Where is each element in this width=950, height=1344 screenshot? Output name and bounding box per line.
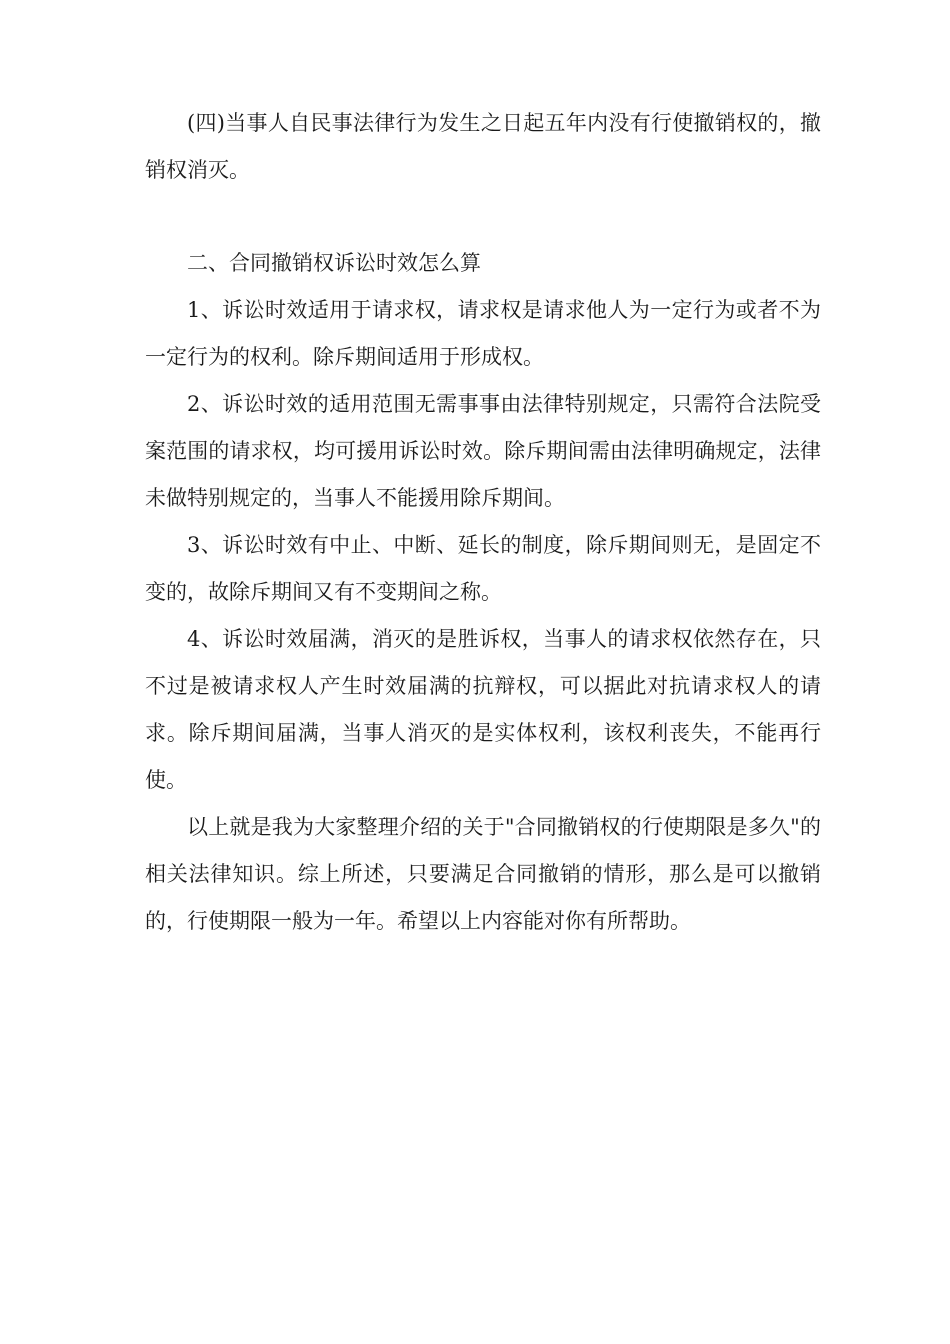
paragraph-point-1: 1、诉讼时效适用于请求权，请求权是请求他人为一定行为或者不为一定行为的权利。除斥期间适用于形成权。: [145, 298, 821, 369]
paragraph-point-3: 3、诉讼时效有中止、中断、延长的制度，除斥期间则无，是固定不变的，故除斥期间又有不变期间之称。: [145, 533, 821, 604]
document-body: [145, 100, 821, 945]
paragraph-conclusion: 以上就是我为大家整理介绍的关于"合同撤销权的行使期限是多久"的相关法律知识。综上所述，只要满足合同撤销的情形，那么是可以撤销的，行使期限一般为一年。希望以上内容能对你有所帮助。: [145, 815, 821, 933]
paragraph-point-2: 2、诉讼时效的适用范围无需事事由法律特别规定，只需符合法院受案范围的请求权，均可援用诉讼时效。除斥期间需由法律明确规定，法律未做特别规定的，当事人不能援用除斥期间。: [145, 392, 821, 510]
section-heading: 二、合同撤销权诉讼时效怎么算: [187, 251, 481, 275]
paragraph-revocation-extinction: (四)当事人自民事法律行为发生之日起五年内没有行使撤销权的，撤销权消灭。: [145, 111, 821, 182]
paragraph-point-4: 4、诉讼时效届满，消灭的是胜诉权，当事人的请求权依然存在，只不过是被请求权人产生时效届满的抗辩权，可以据此对抗请求权人的请求。除斥期间届满，当事人消灭的是实体权利，该权利丧失，不能再行使。: [145, 627, 821, 792]
